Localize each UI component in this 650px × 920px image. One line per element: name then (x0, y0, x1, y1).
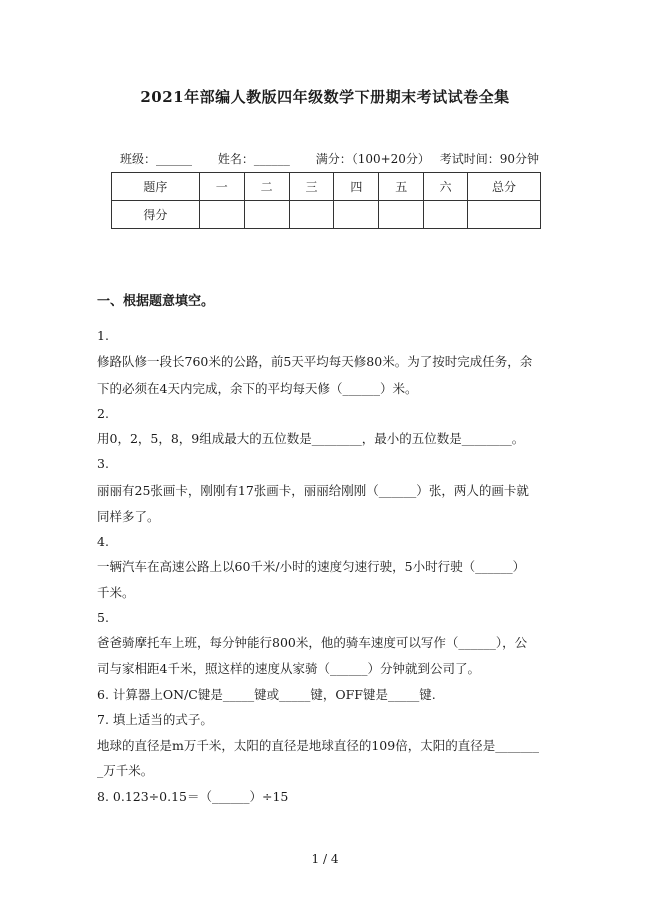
header-cell: 三 (289, 173, 334, 201)
header-cell: 题序 (112, 173, 200, 201)
question-text: 司与家相距4千米，照这样的速度从家骑（______）分钟就到公司了。 (97, 661, 480, 676)
header-cell: 一 (199, 173, 244, 201)
header-cell: 二 (244, 173, 289, 201)
question-text: 千米。 (97, 585, 135, 600)
question-text: _万千米。 (97, 763, 154, 778)
score-table-header-row (112, 173, 541, 201)
score-cell[interactable] (468, 201, 541, 229)
section-title: 一、根据题意填空。 (97, 294, 215, 309)
question-text: 一辆汽车在高速公路上以60千米/小时的速度匀速行驶，5小时行驶（______） (97, 559, 526, 574)
full-score: 满分：（100+20分） (315, 152, 430, 166)
page-number: 1 / 4 (311, 852, 339, 866)
question-text: 修路队修一段长760米的公路，前5天平均每天修80米。为了按时完成任务，余 (97, 354, 533, 369)
question-text: 用0，2，5，8，9组成最大的五位数是________，最小的五位数是________。 (97, 431, 525, 446)
page-title: 2021年部编人教版四年级数学下册期末考试试卷全集 (140, 88, 510, 106)
score-table-score-row (112, 201, 541, 229)
question-text: 丽丽有25张画卡，刚刚有17张画卡，丽丽给刚刚（______）张，两人的画卡就 (97, 483, 529, 498)
question-text: 8. 0.123÷0.15＝（______）÷15 (97, 789, 289, 804)
score-cell[interactable] (424, 201, 468, 229)
score-cell[interactable] (334, 201, 379, 229)
score-table (111, 172, 541, 229)
question-number: 1. (97, 328, 109, 343)
score-cell[interactable] (244, 201, 289, 229)
exam-info (120, 150, 545, 167)
score-cell[interactable] (289, 201, 334, 229)
question-number: 2. (97, 406, 109, 421)
question-number: 5. (97, 610, 109, 625)
question-text: 7. 填上适当的式子。 (97, 712, 213, 727)
question-text: 下的必须在4天内完成，余下的平均每天修（______）米。 (97, 381, 418, 396)
score-cell[interactable] (379, 201, 424, 229)
question-text: 同样多了。 (97, 509, 160, 524)
question-number: 4. (97, 534, 109, 549)
score-cell[interactable] (199, 201, 244, 229)
exam-time: 考试时间：90分钟 (439, 152, 540, 166)
row-label: 得分 (112, 201, 200, 229)
question-text: 爸爸骑摩托车上班，每分钟能行800米，他的骑车速度可以写作（______），公 (97, 635, 528, 650)
class-field: 班级：______ (120, 152, 193, 166)
question-number: 3. (97, 456, 109, 471)
question-text: 地球的直径是m万千米，太阳的直径是地球直径的109倍，太阳的直径是_______ (97, 738, 539, 753)
question-text: 6. 计算器上ON/C键是_____键或_____键，OFF键是_____键. (97, 687, 436, 702)
header-cell: 四 (334, 173, 379, 201)
header-cell: 六 (424, 173, 468, 201)
header-cell: 总分 (468, 173, 541, 201)
header-cell: 五 (379, 173, 424, 201)
name-field: 姓名：______ (217, 152, 290, 166)
